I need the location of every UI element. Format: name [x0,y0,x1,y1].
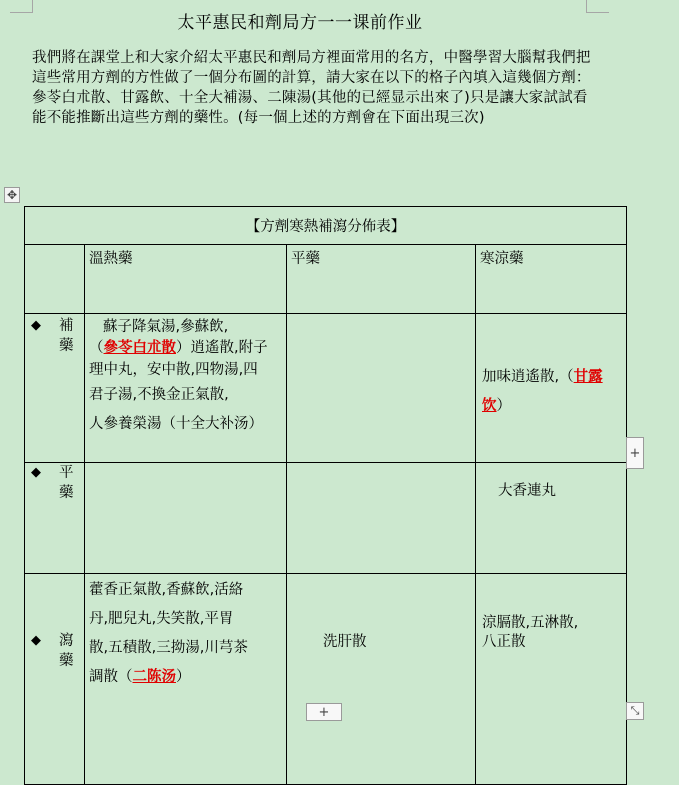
diamond-bullet-icon: ◆ [31,318,41,333]
cell-line: 涼膈散,五淋散, [482,615,579,631]
header-cold: 寒涼藥 [480,251,524,267]
table-resize-handle-icon[interactable]: ⤡ [626,702,644,720]
cell-xie-cold[interactable] [476,574,627,785]
cell-line: 丹,肥兒丸,失笑散,平胃 [89,611,234,627]
row-label-text: 補藥 [59,318,74,354]
cell-bu-cold[interactable] [476,314,627,463]
cell-line: 蘇子降氣湯,參蘇飲, [103,319,229,335]
table-caption: 【方劑寒熱補瀉分佈表】 [25,207,627,245]
answer-erchen-tang: 二陈汤 [132,669,176,685]
table-row-ping [25,463,627,574]
table-row-xie [25,574,627,785]
add-column-button[interactable]: + [626,437,644,469]
cell-bu-warm[interactable] [85,314,287,463]
cell-text: 加味逍遙散,（ [482,369,574,385]
cell-text: ） [496,398,511,414]
cell-line: 八正散 [482,634,526,650]
cell-ping-cold[interactable]: 大香連丸 [476,463,627,574]
cell-bu-neutral[interactable] [287,314,476,463]
row-label-ping[interactable] [25,463,85,574]
cell-xie-warm[interactable] [85,574,287,785]
cell-ping-neutral[interactable] [287,463,476,574]
row-label-bu[interactable] [25,314,85,463]
cell-line: 君子湯,不換金正氣散, [89,387,229,403]
cell-xie-neutral[interactable]: 洗肝散 [287,574,476,785]
cell-ping-warm[interactable] [85,463,287,574]
cell-line: 人參養榮湯（十全大补汤） [89,416,263,432]
cell-text: ） [176,669,191,685]
answer-shenling-baizhu-san: 參苓白朮散 [103,340,176,356]
header-warm: 溫熱藥 [89,251,133,267]
row-label-text: 瀉藥 [59,633,74,669]
header-empty-cell[interactable] [25,245,85,314]
cell-line: 藿香正氣散,香蘇飲,活絡 [89,582,244,598]
cell-text: （ [89,340,104,356]
header-neutral-cell[interactable] [287,245,476,314]
add-row-button[interactable]: + [306,703,342,721]
answer-ganlu-yin: 甘露饮 [482,369,603,414]
diamond-bullet-icon: ◆ [31,465,41,480]
header-warm-cell[interactable] [85,245,287,314]
table-move-handle-icon[interactable]: ✥ [4,187,20,203]
cell-text: 調散（ [89,669,133,685]
distribution-table [24,206,627,785]
cell-line: 散,五積散,三拗湯,川芎茶 [89,640,248,656]
diamond-bullet-icon: ◆ [31,633,41,648]
document-title: 太平惠民和劑局方一一课前作业 [177,13,423,33]
header-neutral: 平藥 [291,251,320,267]
row-label-xie[interactable] [25,574,85,785]
intro-paragraph: 我們將在課堂上和大家介紹太平惠民和劑局方裡面常用的名方，中醫學習大腦幫我們把這些常用方劑的方性做了一個分布圖的計算，請大家在以下的格子內填入這幾個方劑：參苓白朮散、甘露飲、十全大補湯、二陳湯(其他的已經显示出來了)只是讓大家試試看能不能推斷出這些方劑的藥性。(每一個上述的方劑會在下面出現三次) [32,50,591,126]
table-row-bu [25,314,627,463]
cell-text: ）逍遙散,附子 [176,340,268,356]
header-cold-cell[interactable] [476,245,627,314]
cell-line: 理中丸，安中散,四物湯,四 [89,362,258,378]
row-label-text: 平藥 [59,465,74,501]
